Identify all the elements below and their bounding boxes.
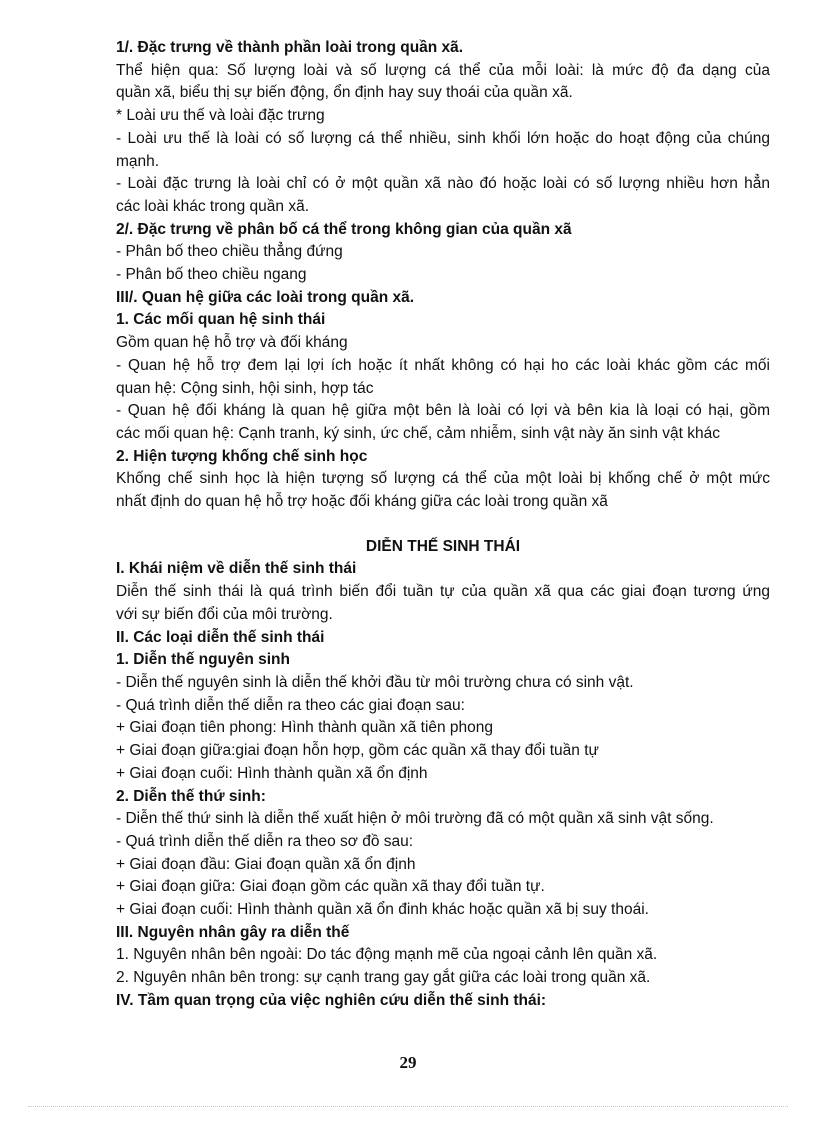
text-line: + Giai đoạn đầu: Giai đoạn quần xã ổn định (116, 855, 416, 873)
text-line: Thể hiện qua: Số lượng loài và số lượng cá thể của mỗi loài: là mức độ đa dạng của (116, 61, 770, 79)
text-line: Diễn thế sinh thái là quá trình biến đổi tuần tự của quần xã qua các giai đoạn tương ứng (116, 583, 770, 601)
heading-line: III. Nguyên nhân gây ra diễn thế (116, 923, 350, 941)
text-line: - Diễn thế nguyên sinh là diễn thế khởi đầu từ môi trường chưa có sinh vật. (116, 673, 634, 691)
text-line: - Quan hệ đối kháng là quan hệ giữa một bên là loài có lợi và bên kia là loại có hại, gồm (116, 402, 770, 420)
text-line: + Giai đoạn giữa: Giai đoạn gồm các quần xã thay đổi tuần tự. (116, 878, 545, 896)
text-line: - Loài đặc trưng là loài chỉ có ở một quần xã nào đó hoặc loài có số lượng nhiều hơn hẳn (116, 175, 770, 193)
heading-line: IV. Tầm quan trọng của việc nghiên cứu diễn thế sinh thái: (116, 991, 547, 1009)
text-line: nhất định do quan hệ hỗ trợ hoặc đối kháng giữa các loài trong quần xã (116, 493, 608, 511)
section-gap (116, 514, 770, 536)
footer-dotted-rule (28, 1106, 788, 1107)
heading-line: 1/. Đặc trưng về thành phần loài trong quần xã. (116, 39, 464, 56)
heading-line: III/. Quan hệ giữa các loài trong quần xã. (116, 288, 415, 306)
heading-line: 1. Các mối quan hệ sinh thái (116, 311, 326, 329)
text-line: 1. Nguyên nhân bên ngoài: Do tác động mạnh mẽ của ngoại cảnh lên quần xã. (116, 946, 658, 964)
text-line: mạnh. (116, 152, 160, 170)
text-line: + Giai đoạn cuối: Hình thành quần xã ổn định (116, 764, 428, 782)
text-line: Khống chế sinh học là hiện tượng số lượng cá thể của một loài bị khống chế ở một mức (116, 470, 770, 488)
text-line: - Quá trình diễn thế diễn ra theo sơ đồ sau: (116, 832, 414, 850)
heading-line: I. Khái niệm về diễn thế sinh thái (116, 560, 357, 578)
text-line: - Phân bố theo chiều thẳng đứng (116, 243, 343, 261)
heading-line: 2. Diễn thế thứ sinh: (116, 787, 266, 805)
text-line: - Quá trình diễn thế diễn ra theo các giai đoạn sau: (116, 696, 465, 714)
text-line: quan hệ: Cộng sinh, hội sinh, hợp tác (116, 379, 374, 397)
section-community-characteristics (116, 37, 770, 514)
text-line: các mối quan hệ: Cạnh tranh, ký sinh, ức chế, cảm nhiễm, sinh vật này ăn sinh vật khác (116, 424, 720, 442)
heading-line: 2/. Đặc trưng về phân bố cá thể trong không gian của quần xã (116, 220, 572, 238)
text-line: Gồm quan hệ hỗ trợ và đối kháng (116, 334, 348, 352)
document-body (116, 37, 770, 1013)
heading-line: 1. Diễn thế nguyên sinh (116, 651, 290, 669)
text-line: - Phân bố theo chiều ngang (116, 266, 307, 284)
text-line: + Giai đoạn tiên phong: Hình thành quần xã tiên phong (116, 719, 494, 737)
text-line: quần xã, biểu thị sự biến động, ổn định hay suy thoái của quần xã. (116, 84, 573, 102)
text-line: 2. Nguyên nhân bên trong: sự cạnh trang gay gắt giữa các loài trong quần xã. (116, 969, 651, 987)
text-line: + Giai đoạn giữa:giai đoạn hỗn hợp, gồm các quần xã thay đổi tuần tự (116, 742, 599, 760)
page-number: 29 (399, 1053, 417, 1072)
text-line: - Diễn thế thứ sinh là diễn thế xuất hiện ở môi trường đã có một quần xã sinh vật sống. (116, 810, 714, 828)
text-line: + Giai đoạn cuối: Hình thành quần xã ổn đinh khác hoặc quần xã bị suy thoái. (116, 901, 649, 919)
text-line: * Loài ưu thế và loài đặc trưng (116, 107, 325, 125)
text-line: với sự biến đổi của môi trường. (116, 605, 333, 623)
text-line: các loài khác trong quần xã. (116, 197, 310, 215)
section-title: DIỄN THẾ SINH THÁI (365, 537, 521, 555)
text-line: - Quan hệ hỗ trợ đem lại lợi ích hoặc ít nhất không có hại ho các loài khác gồm các mối (116, 356, 770, 374)
heading-line: II. Các loại diễn thế sinh thái (116, 628, 325, 646)
section-ecological-succession (116, 558, 770, 1012)
heading-line: 2. Hiện tượng khống chế sinh học (116, 447, 368, 465)
text-line: - Loài ưu thế là loài có số lượng cá thể nhiều, sinh khối lớn hoặc do hoạt động của chúng (116, 129, 770, 147)
